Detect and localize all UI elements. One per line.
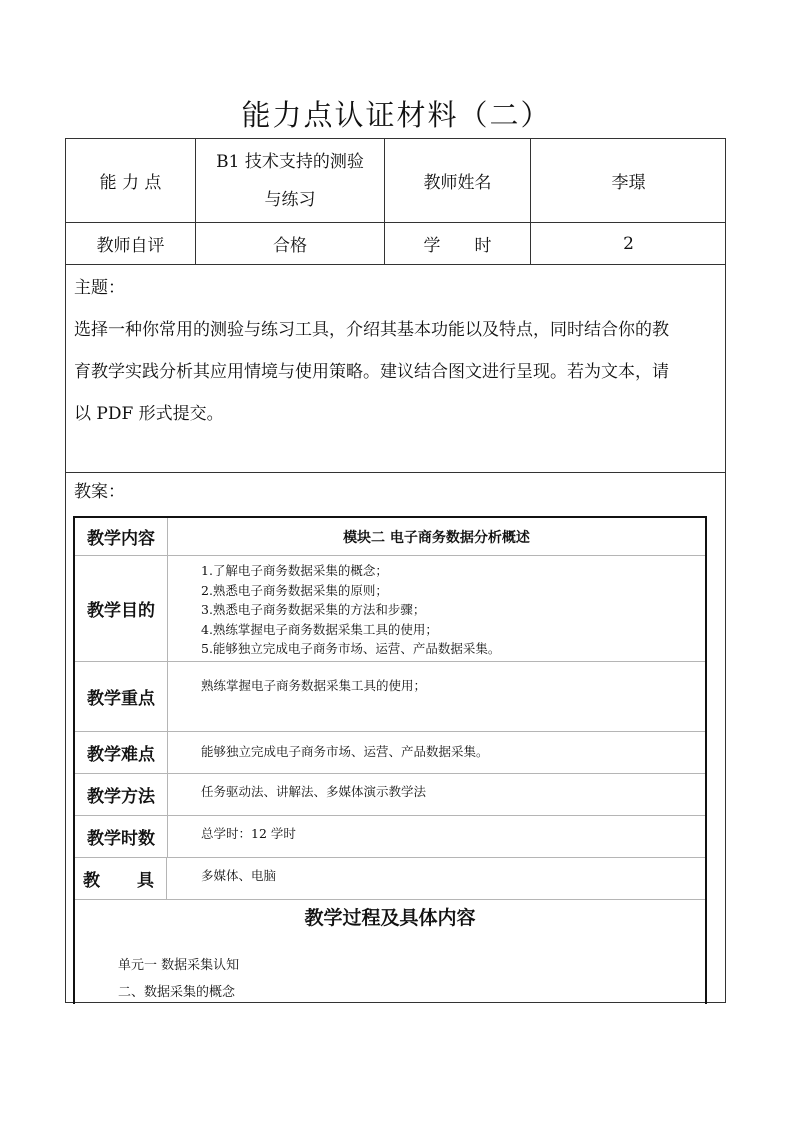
tools-label: [75, 858, 167, 899]
ability-point-value-line2: 与练习: [264, 189, 316, 210]
class-hours-value: 2: [623, 233, 634, 254]
row-divider: [66, 472, 725, 473]
objectives-row: [75, 556, 705, 662]
methods-row: [75, 774, 705, 816]
key-points-value: 熟练掌握电子商务数据采集工具的使用；: [201, 678, 427, 693]
difficulties-label: 教学难点: [75, 732, 168, 773]
teacher-name-value: 李璟: [611, 173, 646, 193]
topic-line: 育教学实践分析其应用情境与使用策略。建议结合图文进行呈现。若为文本，请: [74, 362, 669, 382]
lesson-plan-table: [73, 516, 707, 1004]
objectives-label: 教学目的: [75, 556, 168, 661]
tools-row: [75, 858, 705, 900]
key-points-row: [75, 662, 705, 732]
topic-line: 选择一种你常用的测验与练习工具，介绍其基本功能以及特点，同时结合你的教: [74, 320, 669, 340]
tools-value: 多媒体、电脑: [201, 868, 277, 883]
process-line: 二、数据采集的概念: [118, 985, 236, 1000]
content-value: 模块二 电子商务数据分析概述: [343, 529, 530, 546]
objective-item: 5.能够独立完成电子商务市场、运营、产品数据采集。: [201, 641, 501, 656]
certification-table: [65, 138, 726, 1003]
difficulties-value: 能够独立完成电子商务市场、运营、产品数据采集。: [201, 744, 489, 759]
topic-section: [74, 267, 717, 435]
objective-item: 4.熟练掌握电子商务数据采集工具的使用；: [201, 621, 438, 637]
ability-point-label: 能 力 点: [99, 173, 162, 193]
content-row: [75, 518, 705, 556]
hours-label: 教学时数: [75, 816, 168, 857]
methods-label: 教学方法: [75, 774, 168, 815]
objective-item: 2.熟悉电子商务数据采集的原则；: [201, 582, 388, 598]
teacher-name-label: 教师姓名: [423, 173, 492, 193]
tools-label-b: 具: [137, 871, 154, 891]
lesson-plan-label: 教案：: [74, 482, 125, 502]
process-title: 教学过程及具体内容: [304, 907, 476, 929]
class-hours-label: 学 时: [423, 236, 492, 256]
process-line: 单元一 数据采集认知: [118, 958, 240, 973]
topic-line: 以 PDF 形式提交。: [74, 404, 224, 424]
self-evaluation-label: 教师自评: [96, 236, 165, 256]
difficulties-row: [75, 732, 705, 774]
hours-row: [75, 816, 705, 858]
document-title: 能力点认证材料（二）: [241, 98, 552, 132]
row-divider: [66, 264, 725, 265]
key-points-label: 教学重点: [75, 662, 168, 731]
objective-item: 3.熟悉电子商务数据采集的方法和步骤；: [201, 602, 426, 617]
methods-value: 任务驱动法、讲解法、多媒体演示教学法: [201, 784, 427, 799]
ability-point-value-line1: B1 技术支持的测验: [216, 151, 364, 172]
tools-label-a: 教: [83, 871, 100, 891]
content-label: 教学内容: [75, 518, 168, 555]
objectives-list: [201, 561, 697, 661]
hours-value: 总学时：12 学时: [201, 826, 296, 841]
self-evaluation-value: 合格: [273, 236, 307, 256]
objective-item: 1.了解电子商务数据采集的概念；: [201, 563, 388, 578]
topic-label: 主题：: [74, 278, 125, 298]
ability-point-value: [196, 139, 384, 222]
